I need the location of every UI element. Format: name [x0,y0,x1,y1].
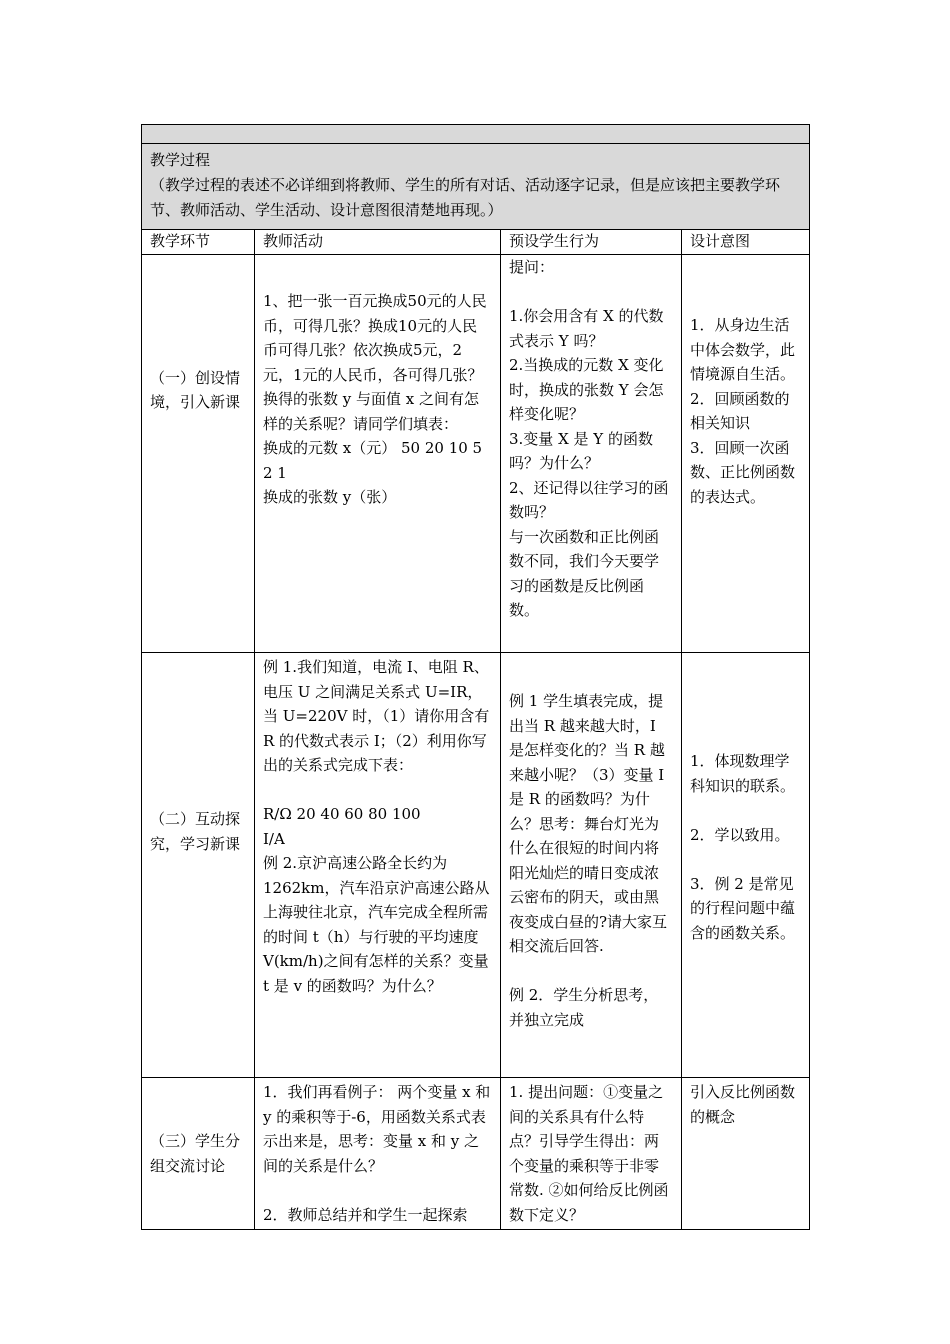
teacher-text: I/A [263,829,285,848]
intent-text: 2．学以致用。 [690,825,790,844]
teacher-text: 换成的元数 x（元） 50 20 10 5 2 1 [263,439,483,482]
teacher-text: 1．我们再看例子： 两个变量 x 和 y 的乘积等于-6，用函数关系式表示出来是，思考：变量 x 和 y 之间的关系是什么？ [263,1083,491,1175]
teacher-text: R/Ω 20 40 60 80 100 [263,805,421,823]
column-header-stage: 教学环节 [142,230,255,255]
student-text: 提问： [509,258,555,276]
student-text: 例 1 学生填表完成，提出当 R 越来越大时，I 是怎样变化的？当 R 越来越小呢？（3）变量 I 是 R 的函数吗？为什么？思考：舞台灯光为什么在很短的时间内将阳光灿烂的晴日变成浓云密布的阴天，或由黑夜变成白昼的?请大家互相交流后回答. [509,692,668,955]
teacher-text: 例 1.我们知道，电流 I、电阻 R、电压 U 之间满足关系式 U=IR，当 U=220V 时，（1）请你用含有 R 的代数式表示 I；（2）利用你写出的关系式完成下表： [263,658,490,774]
intent-text: 1．从身边生活中体会数学，此情境源自生活。 [690,316,796,383]
student-cell [501,255,682,653]
teacher-text: 1、把一张一百元换成50元的人民币，可得几张？换成10元的人民币可得几张？依次换成5元，2元，1元的人民币，各可得几张？换得的张数 y 与面值 x 之间有怎样的关系呢？请同学们填表： [263,292,487,433]
teacher-text: 例 2.京沪高速公路全长约为 1262km，汽车沿京沪高速公路从上海驶往北京，汽车完成全程所需的时间 t（h）与行驶的平均速度 V(km/h)之间有怎样的关系？变量 t 是 v 的函数吗？为什么？ [263,854,490,995]
student-text: 1. 提出问题：①变量之间的关系具有什么特点？引导学生得出：两个变量的乘积等于非零常数. ②如何给反比例函数下定义？ [509,1083,669,1224]
table-row [142,653,810,1078]
intro-cell [142,144,810,230]
column-header-student: 预设学生行为 [501,230,682,255]
stage-label: （三）学生分组交流讨论 [150,1132,241,1175]
student-cell [501,1078,682,1230]
intent-cell [682,255,810,653]
intent-text: 3．例 2 是常见的行程问题中蕴含的函数关系。 [690,874,796,942]
teacher-cell [255,255,501,653]
student-text: 2.当换成的元数 X 变化时，换成的张数 Y 会怎样变化呢？ [509,356,664,423]
intent-text: 2．回顾函数的相关知识 [690,389,790,432]
teacher-text: 换成的张数 y（张） [263,488,397,506]
student-text: 2、还记得以往学习的函数吗？ [509,478,669,521]
table-row [142,255,810,653]
intent-text: 引入反比例函数的概念 [690,1083,796,1126]
student-text: 3.变量 X 是 Y 的函数吗？为什么？ [509,429,653,472]
teacher-cell [255,653,501,1078]
lesson-process-table [141,124,810,1230]
student-text: 1.你会用含有 X 的代数式表示 Y 吗？ [509,307,664,350]
intent-cell [682,1078,810,1230]
stage-label: （一）创设情境，引入新课 [150,368,241,411]
header-bar [142,125,810,144]
column-header-intent: 设计意图 [682,230,810,255]
intent-text: 1．体现数理学科知识的联系。 [690,752,796,795]
table-row [142,1078,810,1230]
stage-cell [142,255,255,653]
intent-cell [682,653,810,1078]
student-cell [501,653,682,1078]
section-title: 教学过程 [150,151,211,169]
stage-cell [142,653,255,1078]
teacher-cell [255,1078,501,1230]
student-text: 例 2．学生分析思考，并独立完成 [509,986,659,1029]
stage-cell [142,1078,255,1230]
student-text: 与一次函数和正比例函数不同，我们今天要学习的函数是反比例函数。 [509,527,660,619]
intent-text: 3．回顾一次函数、正比例函数的表达式。 [690,438,796,506]
teacher-text: 2．教师总结并和学生一起探索 [263,1205,468,1224]
stage-label: （二）互动探究，学习新课 [150,810,241,853]
column-header-row [142,230,810,255]
column-header-teacher: 教师活动 [255,230,501,255]
section-note: （教学过程的表述不必详细到将教师、学生的所有对话、活动逐字记录，但是应该把主要教学环节、教师活动、学生活动、设计意图很清楚地再现。） [150,176,781,219]
